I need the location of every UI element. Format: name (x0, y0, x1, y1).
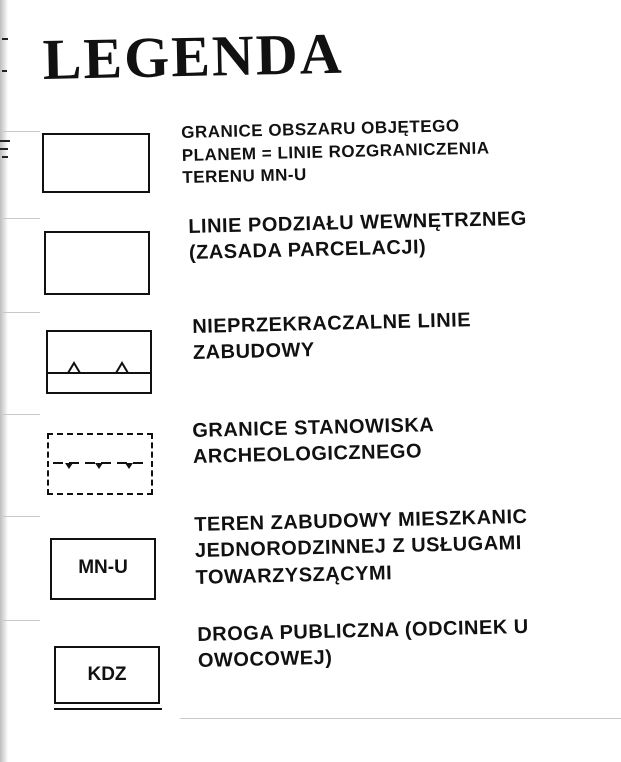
plan-boundary-symbol (42, 133, 150, 193)
legend-title: LEGENDA (42, 20, 345, 92)
mn-u-code: MN-U (78, 557, 128, 578)
legend-item-description: GRANICE OBSZARU OBJĘTEGO PLANEM = LINIE ROZGRANICZENIA TERENU MN-U (181, 116, 490, 188)
legend-item-description: GRANICE STANOWISKA ARCHEOLOGICZNEGO (192, 414, 435, 469)
kdz-underline (54, 708, 162, 710)
mn-u-symbol (50, 538, 156, 600)
internal-division-symbol (44, 231, 150, 295)
archaeological-site-symbol (47, 433, 153, 495)
legend-item-description: DROGA PUBLICZNA (ODCINEK U OWOCOWEJ) (197, 615, 530, 673)
building-line-pattern (48, 332, 150, 392)
legend-item-description: NIEPRZEKRACZALNE LINIE ZABUDOWY (192, 309, 472, 365)
archaeological-site-pattern (49, 435, 151, 493)
kdz-code: KDZ (87, 664, 127, 685)
kdz-symbol (54, 646, 160, 704)
legend-item-description: TEREN ZABUDOWY MIESZKANIC JEDNORODZINNEJ Z USŁUGAMI TOWARZYSZĄCYMI (194, 505, 528, 589)
legend-item-description: LINIE PODZIAŁU WEWNĘTRZNEG (ZASADA PARCELACJI) (188, 207, 528, 265)
building-line-symbol (46, 330, 152, 394)
